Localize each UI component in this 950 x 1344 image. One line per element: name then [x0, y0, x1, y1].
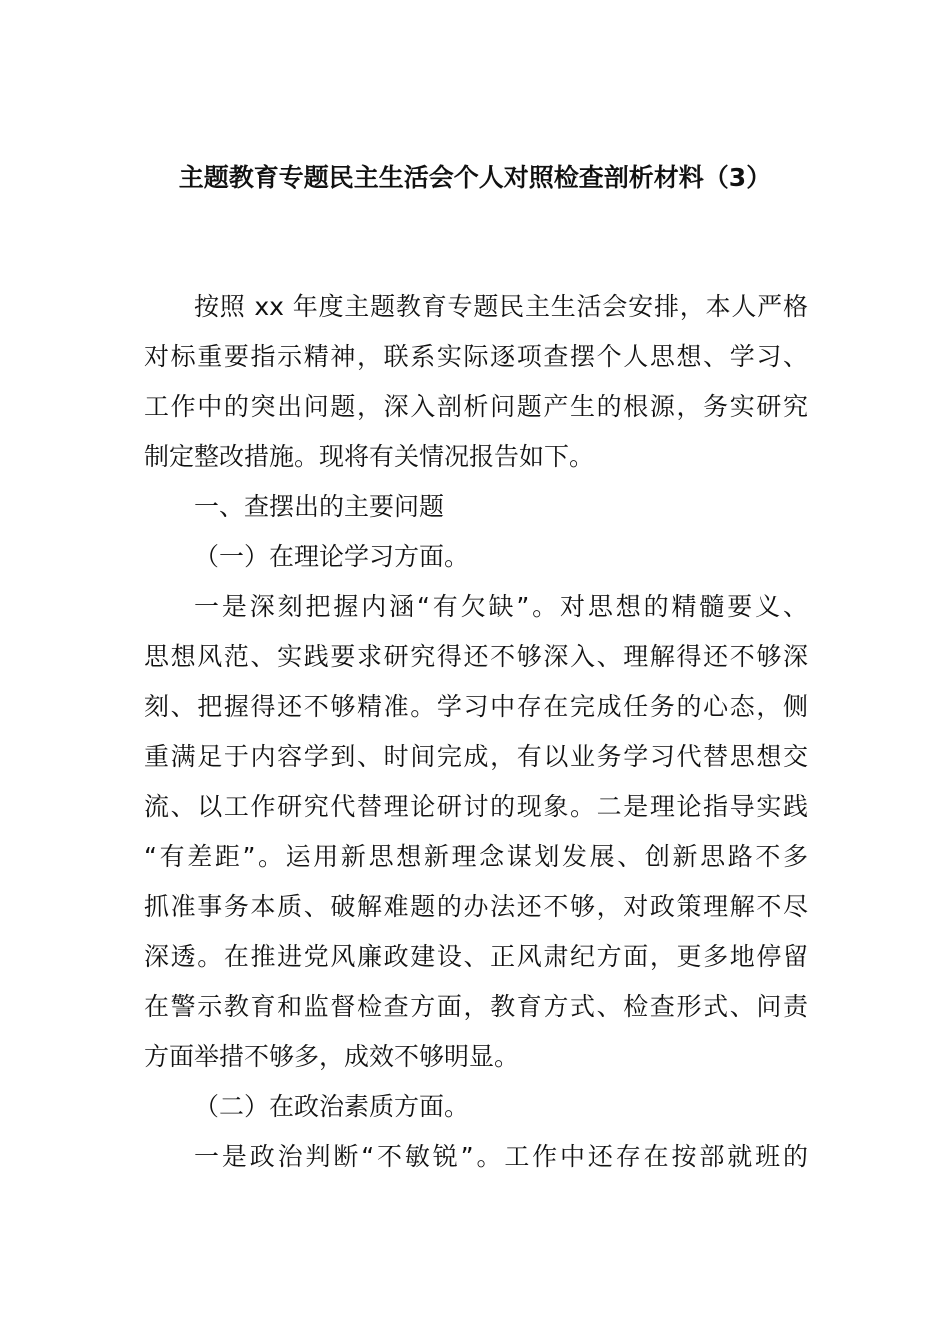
document-body: [144, 282, 808, 1182]
paragraph-line: 思想风范、实践要求研究得还不够深入、理解得还不够深: [144, 642, 808, 671]
paragraph-line: 制定整改措施。现将有关情况报告如下。: [144, 442, 595, 471]
subsection-heading: （一）在理论学习方面。: [194, 542, 470, 571]
paragraph-line: 抓准事务本质、破解难题的办法还不够，对政策理解不尽: [144, 892, 808, 921]
paragraph-line: 流、以工作研究代替理论研讨的现象。二是理论指导实践: [144, 792, 808, 821]
document-title: 主题教育专题民主生活会个人对照检查剖析材料（3）: [178, 163, 772, 192]
paragraph-line: 对标重要指示精神，联系实际逐项查摆个人思想、学习、: [144, 342, 808, 371]
section-heading: 一、查摆出的主要问题: [194, 492, 445, 521]
paragraph-line: 刻、把握得还不够精准。学习中存在完成任务的心态，侧: [144, 692, 808, 721]
paragraph-line: 一是深刻把握内涵“有欠缺”。对思想的精髓要义、: [194, 592, 808, 621]
paragraph-line: 一是政治判断“不敏锐”。工作中还存在按部就班的: [194, 1142, 808, 1171]
paragraph-line: “有差距”。运用新思想新理念谋划发展、创新思路不多: [144, 842, 808, 871]
subsection-heading: （二）在政治素质方面。: [194, 1092, 470, 1121]
paragraph-line: 按照 xx 年度主题教育专题民主生活会安排，本人严格: [194, 292, 808, 321]
paragraph-line: 深透。在推进党风廉政建设、正风肃纪方面，更多地停留: [144, 942, 808, 971]
paragraph-line: 在警示教育和监督检查方面，教育方式、检查形式、问责: [144, 992, 808, 1021]
paragraph-line: 工作中的突出问题，深入剖析问题产生的根源，务实研究: [144, 392, 808, 421]
paragraph-line: 重满足于内容学到、时间完成，有以业务学习代替思想交: [144, 742, 808, 771]
paragraph-line: 方面举措不够多，成效不够明显。: [144, 1042, 520, 1071]
